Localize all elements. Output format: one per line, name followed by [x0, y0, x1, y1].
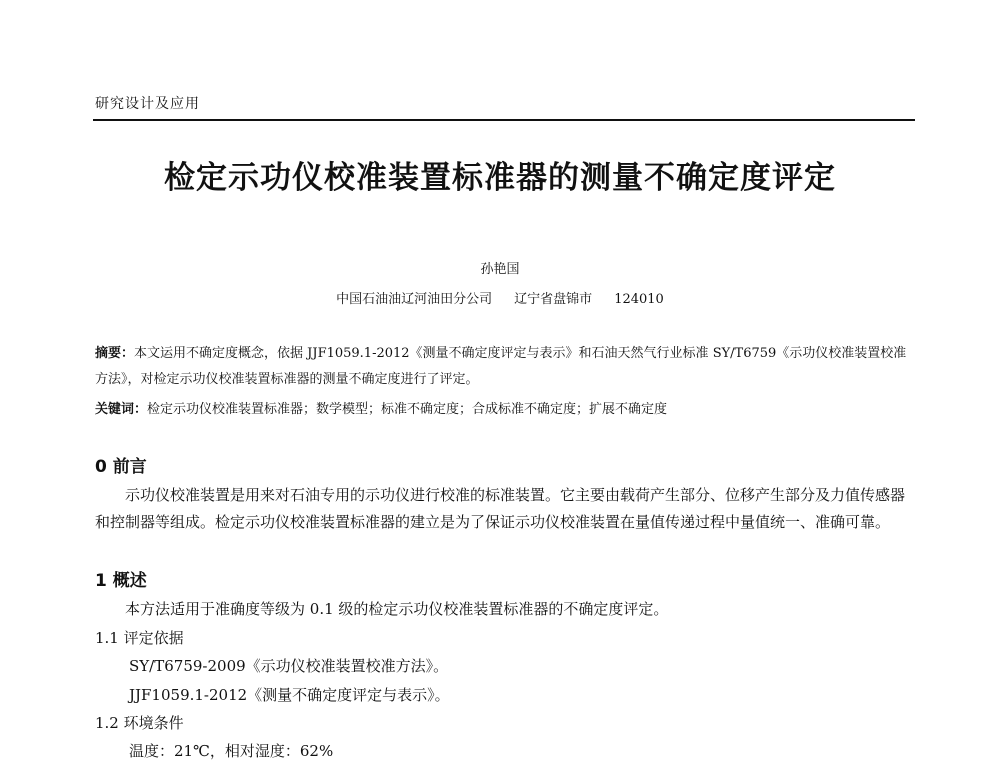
keywords-label: 关键词： — [95, 402, 148, 417]
abstract — [95, 341, 915, 393]
subsection-heading-1-1: 1.1 评定依据 — [95, 629, 184, 647]
environment-line: 温度：21℃，相对湿度：62% — [129, 742, 334, 760]
affiliation-place: 辽宁省盘锦市 — [514, 292, 593, 307]
subsection-heading-1-2: 1.2 环境条件 — [95, 714, 184, 732]
header-rule — [93, 119, 915, 121]
abstract-text: 本文运用不确定度概念，依据 JJF1059.1-2012《测量不确定度评定与表示》和石油天然气行业标准 SY/T6759《示功仪校准装置校准方法》，对检定示功仪校准装置标准器的测量不确定度进行了评定。 — [95, 346, 907, 387]
keywords-text: 检定示功仪校准装置标准器；数学模型；标准不确定度；合成标准不确定度；扩展不确定度 — [147, 402, 668, 417]
section-0-paragraph: 示功仪校准装置是用来对石油专用的示功仪进行校准的标准装置。它主要由载荷产生部分、位移产生部分及力值传感器和控制器等组成。检定示功仪校准装置标准器的建立是为了保证示功仪校准装置在量值传递过程中量值统一、准确可靠。 — [95, 486, 906, 531]
section-heading-1: 1 概述 — [95, 571, 147, 591]
section-heading-0: 0 前言 — [95, 457, 147, 477]
running-header: 研究设计及应用 — [95, 96, 200, 112]
affiliation-postcode: 124010 — [614, 292, 664, 307]
reference-line: SY/T6759-2009《示功仪校准装置校准方法》。 — [129, 657, 449, 675]
author: 孙艳国 — [480, 262, 520, 277]
reference-line: JJF1059.1-2012《测量不确定度评定与表示》。 — [129, 686, 450, 704]
section-1-paragraph: 本方法适用于准确度等级为 0.1 级的检定示功仪校准装置标准器的不确定度评定。 — [125, 600, 669, 618]
affiliation — [0, 288, 1000, 307]
paper-title: 检定示功仪校准装置标准器的测量不确定度评定 — [164, 160, 836, 196]
affiliation-org: 中国石油油辽河油田分公司 — [336, 292, 493, 307]
abstract-label: 摘要： — [95, 346, 135, 361]
keywords — [95, 397, 915, 423]
